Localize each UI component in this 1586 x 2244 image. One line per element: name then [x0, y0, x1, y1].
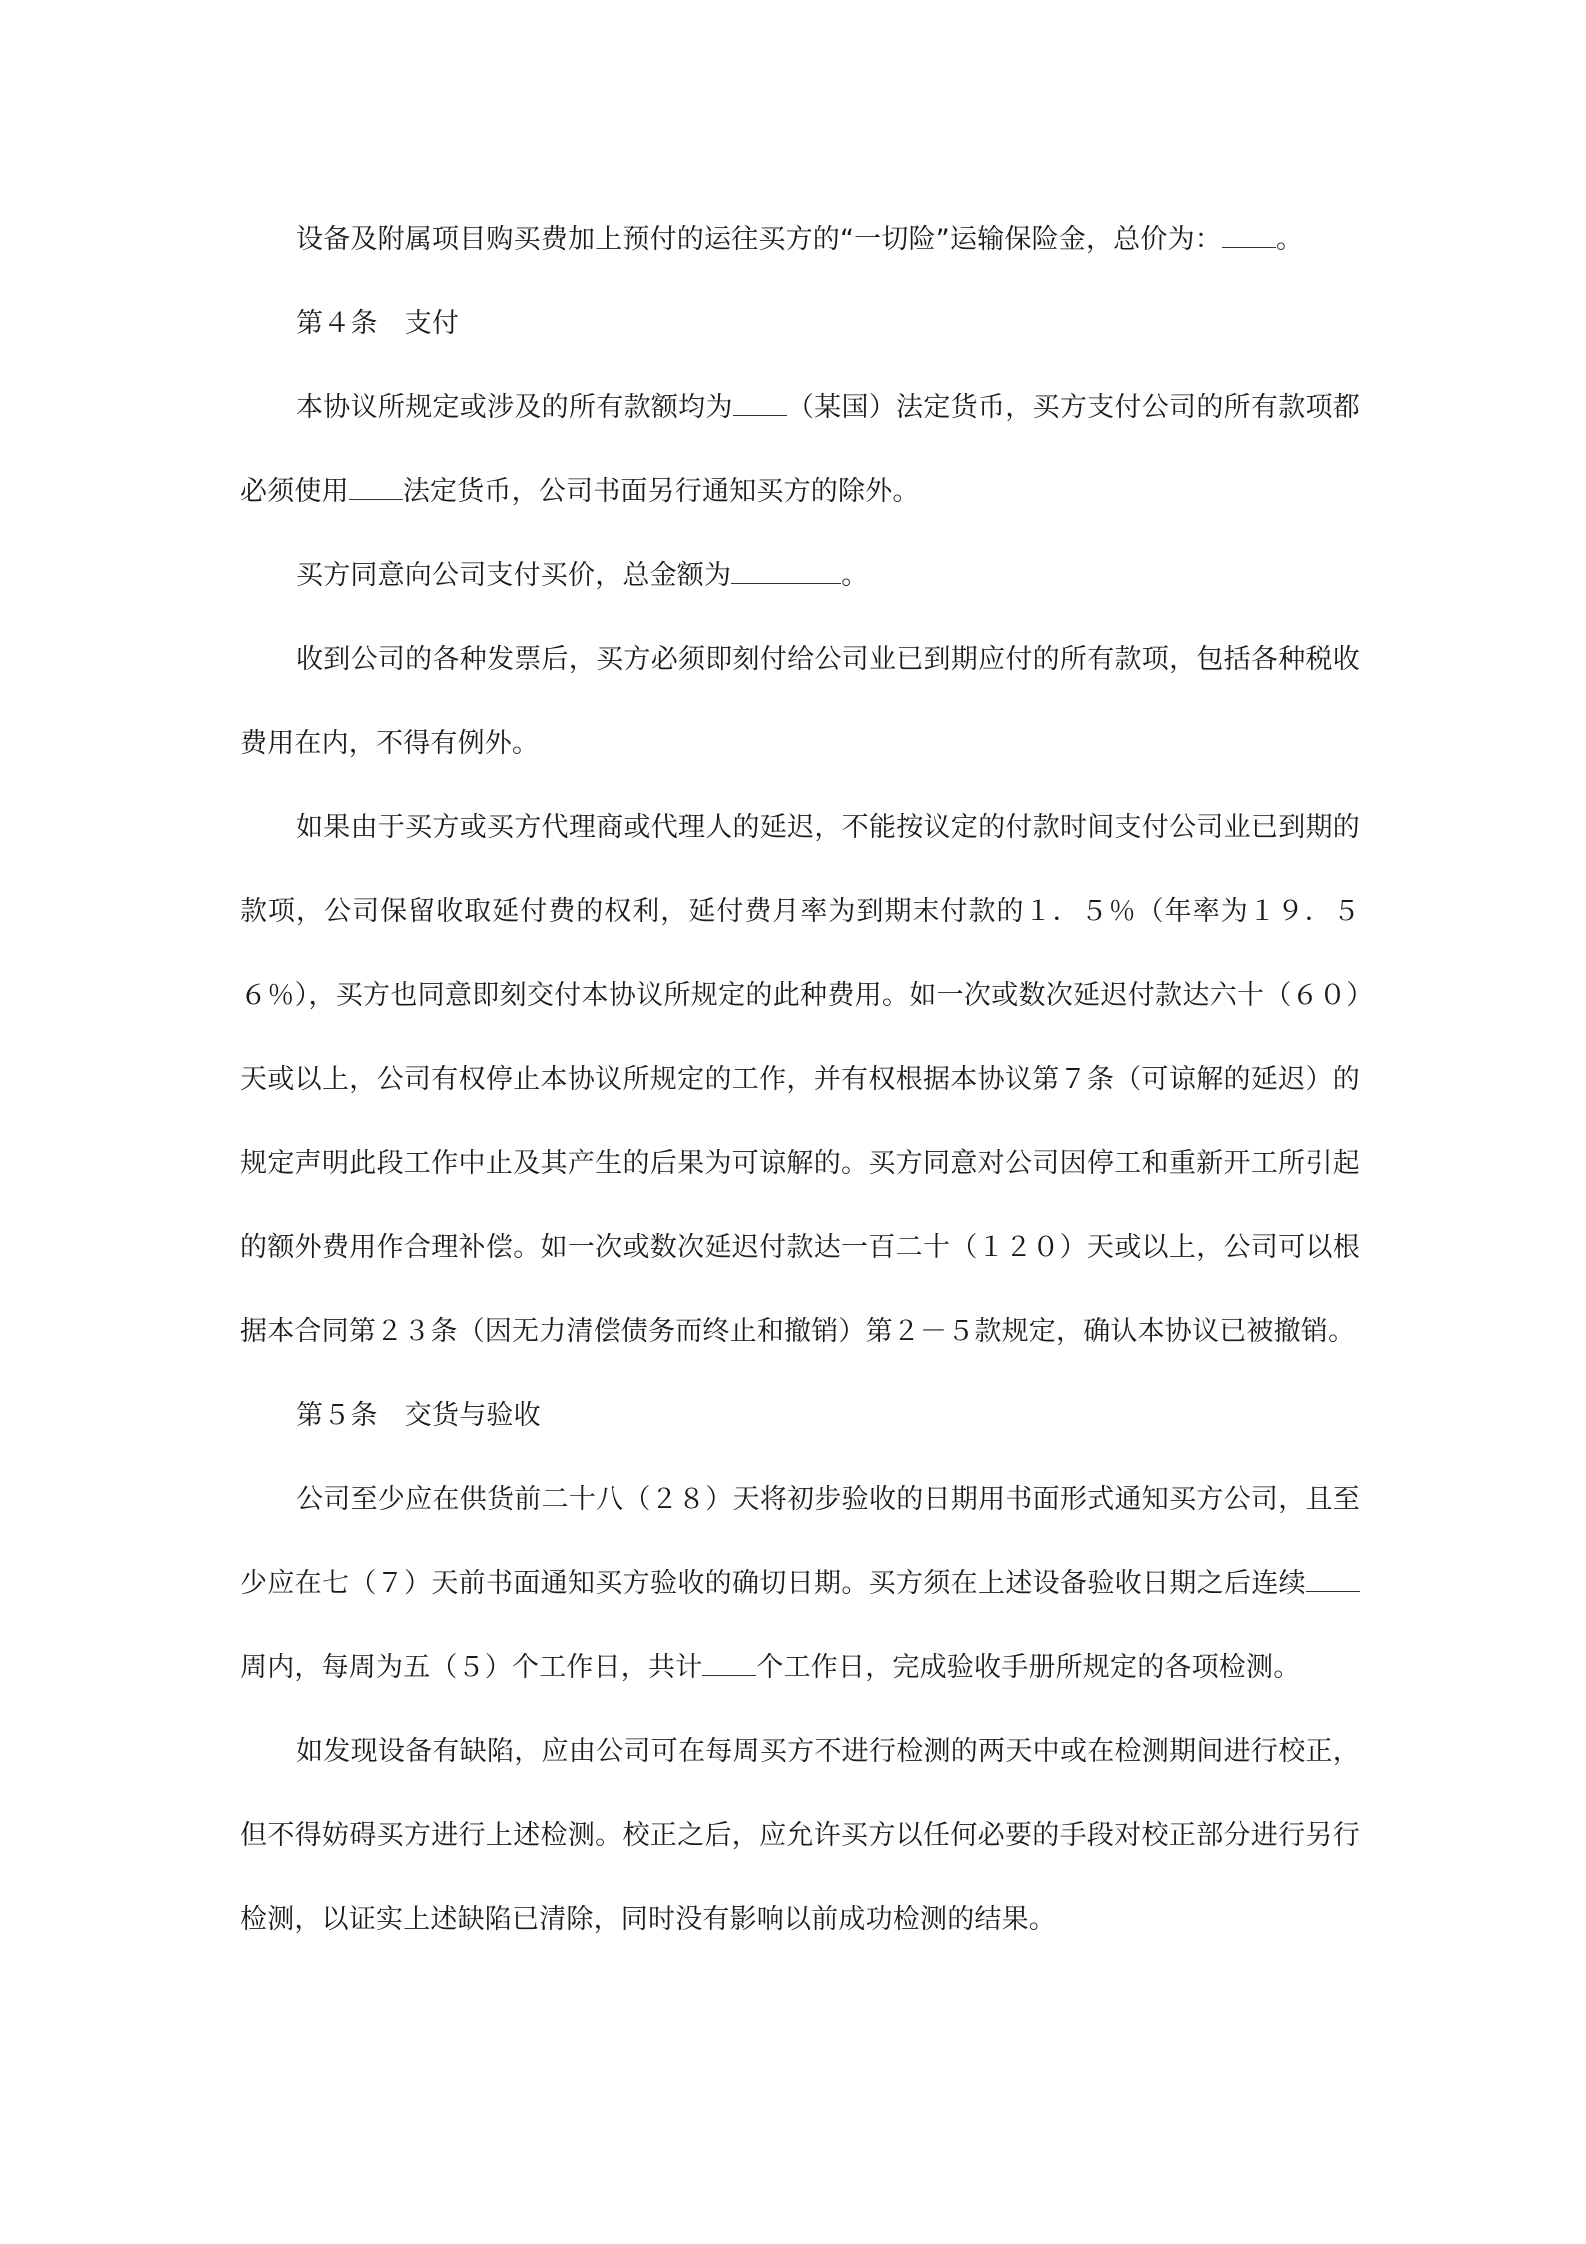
purchase-price-paragraph: [240, 534, 1360, 618]
article-4-heading: 第４条 支付: [296, 308, 460, 339]
purchase-price-end: 。: [841, 560, 869, 591]
purchase-price-blank: [731, 561, 841, 584]
total-price-blank: [1222, 225, 1276, 248]
currency-text-1: 本协议所规定或涉及的所有款额均为: [296, 392, 733, 423]
defect-paragraph: 如发现设备有缺陷，应由公司可在每周买方不进行检测的两天中或在检测期间进行校正，但不得妨碍买方进行上述检测。校正之后，应允许买方以任何必要的手段对校正部分进行另行检测，以证实上述缺陷已清除，同时没有影响以前成功检测的结果。: [240, 1736, 1360, 1935]
acceptance-text-2: 周内，每周为五（５）个工作日，共计: [240, 1652, 703, 1683]
article-5-heading: 第５条 交货与验收: [296, 1400, 541, 1431]
acceptance-weeks-blank: [1306, 1569, 1360, 1592]
acceptance-text-1: 公司至少应在供货前二十八（２８）天将初步验收的日期用书面形式通知买方公司，且至少应在七（７）天前书面通知买方验收的确切日期。买方须在上述设备验收日期之后连续: [240, 1484, 1360, 1599]
currency-blank-2: [349, 477, 403, 500]
late-payment-paragraph: 如果由于买方或买方代理商或代理人的延迟，不能按议定的付款时间支付公司业已到期的款项，公司保留收取延付费的权利，延付费月率为到期末付款的１．５％（年率为１９．５６％），买方也同意即刻交付本协议所规定的此种费用。如一次或数次延迟付款达六十（６０）天或以上，公司有权停止本协议所规定的工作，并有权根据本协议第７条（可谅解的延迟）的规定声明此段工作中止及其产生的后果为可谅解的。买方同意对公司因停工和重新开工所引起的额外费用作合理补偿。如一次或数次延迟付款达一百二十（１２０）天或以上，公司可以根据本合同第２３条（因无力清偿债务而终止和撤销）第２－５款规定，确认本协议已被撤销。: [240, 812, 1360, 1347]
acceptance-paragraph: [240, 1458, 1360, 1710]
currency-text-3: 法定货币，公司书面另行通知买方的除外。: [402, 476, 920, 507]
total-price-end: 。: [1275, 224, 1304, 255]
total-price-paragraph: [240, 198, 1360, 282]
currency-text-2: （某国）法定货币，买方支付公司的所有款项都必须使用: [240, 392, 1361, 507]
acceptance-text-3: 个工作日，完成验收手册所规定的各项检测。: [756, 1652, 1301, 1683]
document-page: [240, 198, 1360, 1962]
total-price-text: 设备及附属项目购买费加上预付的运往买方的“一切险”运输保险金，总价为：: [296, 224, 1222, 255]
currency-paragraph: [240, 366, 1360, 534]
invoice-paragraph: 收到公司的各种发票后，买方必须即刻付给公司业已到期应付的所有款项，包括各种税收费用在内，不得有例外。: [240, 644, 1360, 759]
currency-blank-1: [733, 393, 787, 416]
acceptance-days-blank: [702, 1653, 756, 1676]
purchase-price-text: 买方同意向公司支付买价，总金额为: [296, 560, 732, 591]
